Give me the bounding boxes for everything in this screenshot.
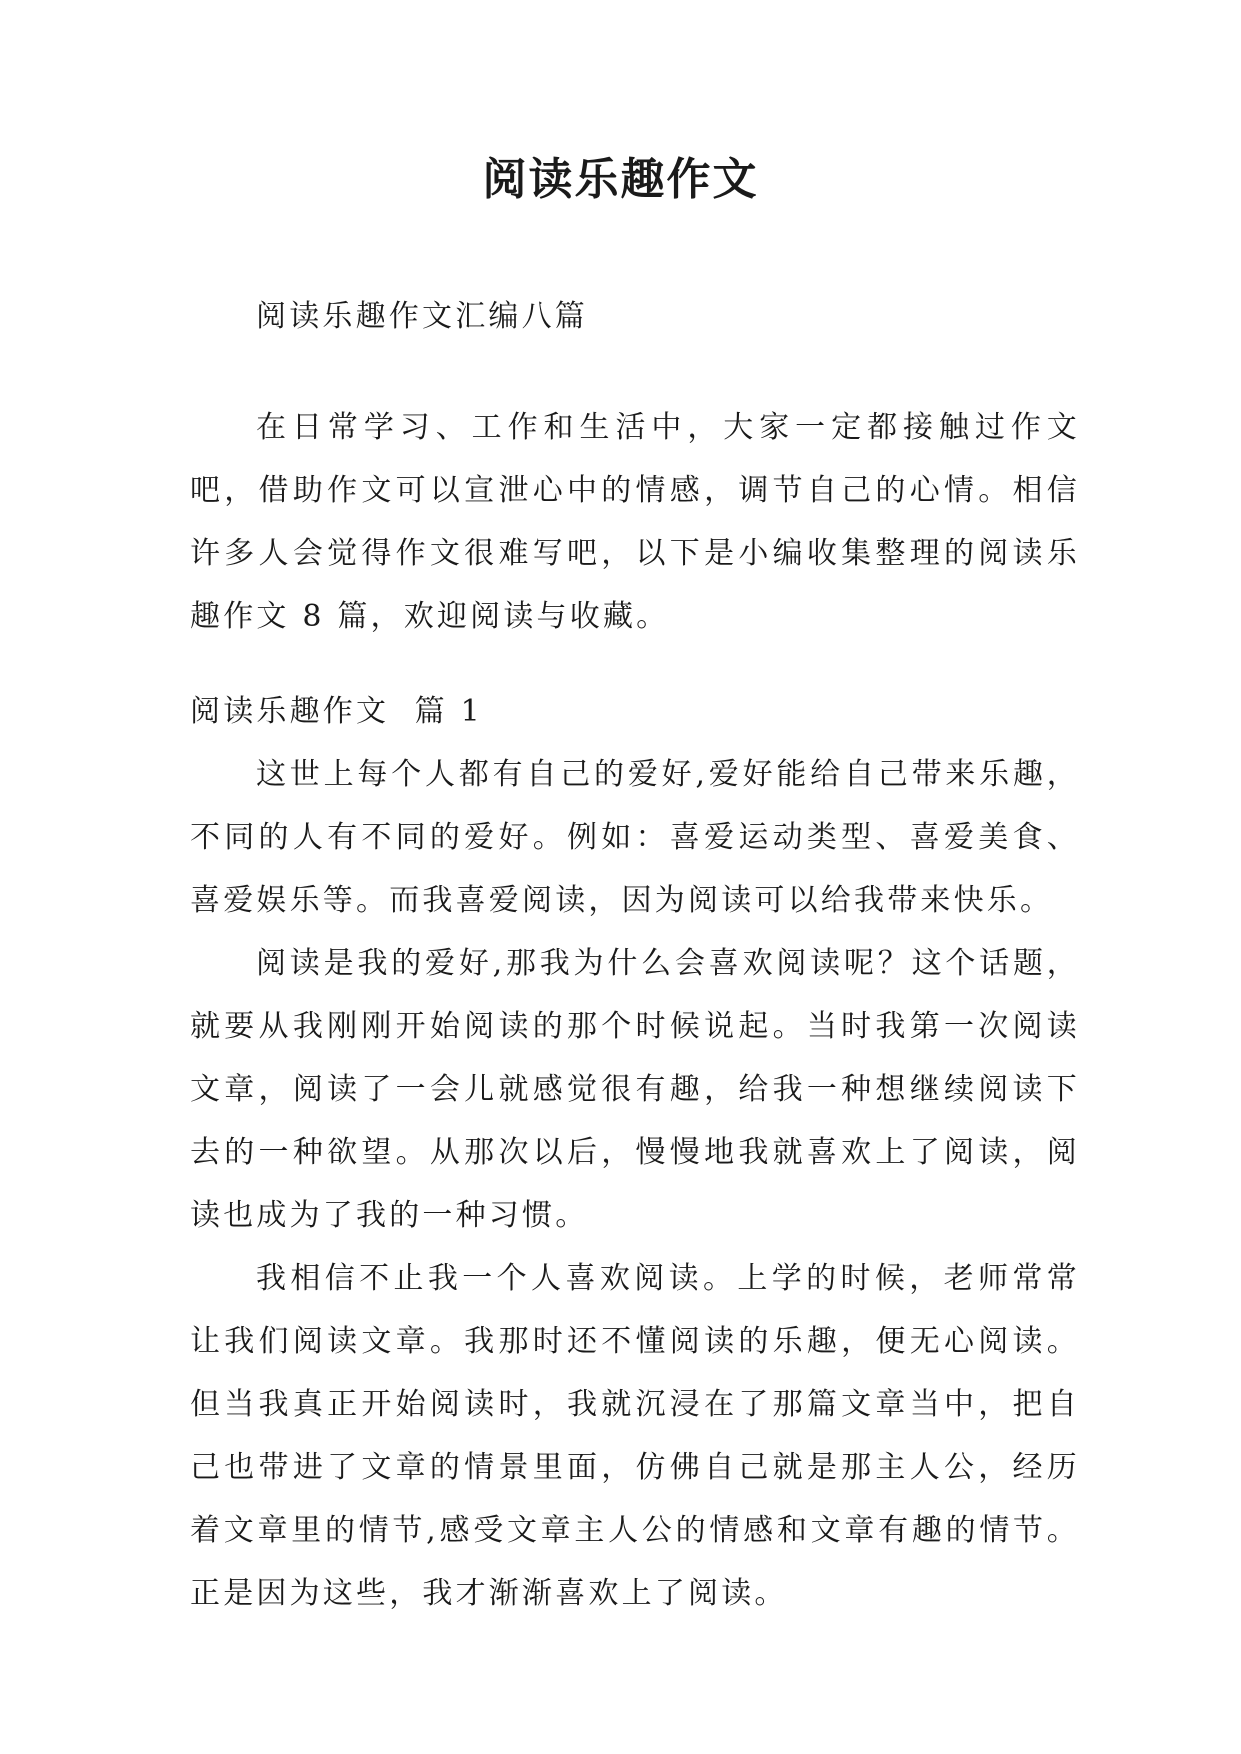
document-title: 阅读乐趣作文 — [482, 154, 759, 205]
document-body — [190, 285, 1080, 1625]
document-subtitle: 阅读乐趣作文汇编八篇 — [256, 299, 588, 334]
body-paragraph-3: 我相信不止我一个人喜欢阅读。上学的时候，老师常常让我们阅读文章。我那时还不懂阅读的乐趣，便无心阅读。但当我真正开始阅读时，我就沉浸在了那篇文章当中，把自己也带进了文章的情景里面，仿佛自己就是那主人公，经历着文章里的情节,感受文章主人公的情感和文章有趣的情节。正是因为这些，我才渐渐喜欢上了阅读。 — [190, 1261, 1080, 1611]
body-paragraph-2: 阅读是我的爱好,那我为什么会喜欢阅读呢？这个话题，就要从我刚刚开始阅读的那个时候说起。当时我第一次阅读文章，阅读了一会儿就感觉很有趣，给我一种想继续阅读下去的一种欲望。从那次以后，慢慢地我就喜欢上了阅读，阅读也成为了我的一种习惯。 — [190, 946, 1080, 1233]
intro-paragraph: 在日常学习、工作和生活中，大家一定都接触过作文吧，借助作文可以宣泄心中的情感，调节自己的心情。相信许多人会觉得作文很难写吧，以下是小编收集整理的阅读乐趣作文 8 篇，欢迎阅读与收藏。 — [190, 410, 1080, 634]
body-paragraph-1: 这世上每个人都有自己的爱好,爱好能给自己带来乐趣，不同的人有不同的爱好。例如：喜爱运动类型、喜爱美食、喜爱娱乐等。而我喜爱阅读，因为阅读可以给我带来快乐。 — [190, 757, 1080, 918]
section-heading: 阅读乐趣作文 篇 1 — [190, 694, 483, 729]
